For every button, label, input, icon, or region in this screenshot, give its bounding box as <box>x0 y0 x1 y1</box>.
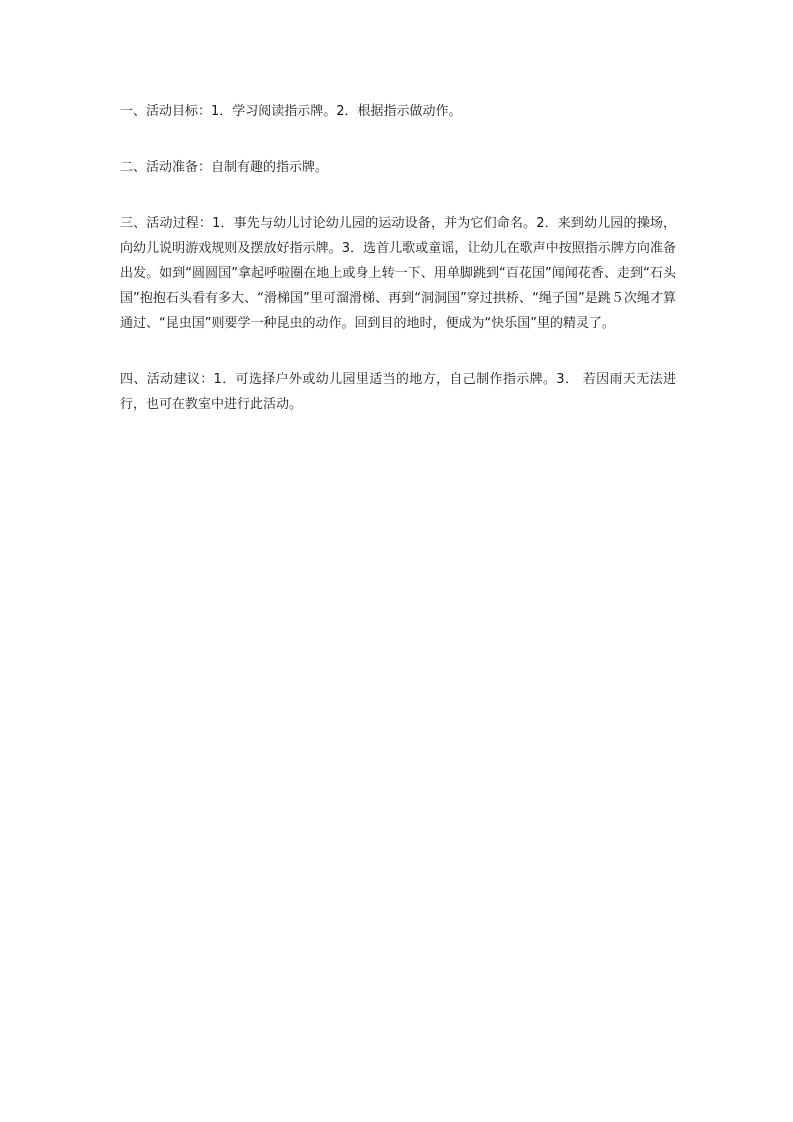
paragraph-activity-process: 三、活动过程：1．事先与幼儿讨论幼儿园的运动设备，并为它们命名。2．来到幼儿园的操场，向幼儿说明游戏规则及摆放好指示牌。3．选首儿歌或童谣，让幼儿在歌声中按照指示牌方向准备出发。如到“圆圆国”拿起呼啦圈在地上或身上转一下、用单脚跳到“百花国”闻闻花香、走到“石头国”抱抱石头看有多大、“滑梯国”里可溜滑梯、再到“洞洞国”穿过拱桥、“绳子国”是跳５次绳才算通过、“昆虫国”则要学一种昆虫的动作。回到目的地时，便成为“快乐国”里的精灵了。 <box>120 216 676 331</box>
paragraph-activity-goals: 一、活动目标：1．学习阅读指示牌。2．根据指示做动作。 <box>120 104 462 119</box>
document-body <box>120 99 676 448</box>
paragraph-activity-preparation: 二、活动准备：自制有趣的指示牌。 <box>120 160 329 175</box>
paragraph-activity-suggestions: 四、活动建议：1．可选择户外或幼儿园里适当的地方，自己制作指示牌。3． 若因雨天无法进行，也可在教室中进行此活动。 <box>120 372 676 412</box>
